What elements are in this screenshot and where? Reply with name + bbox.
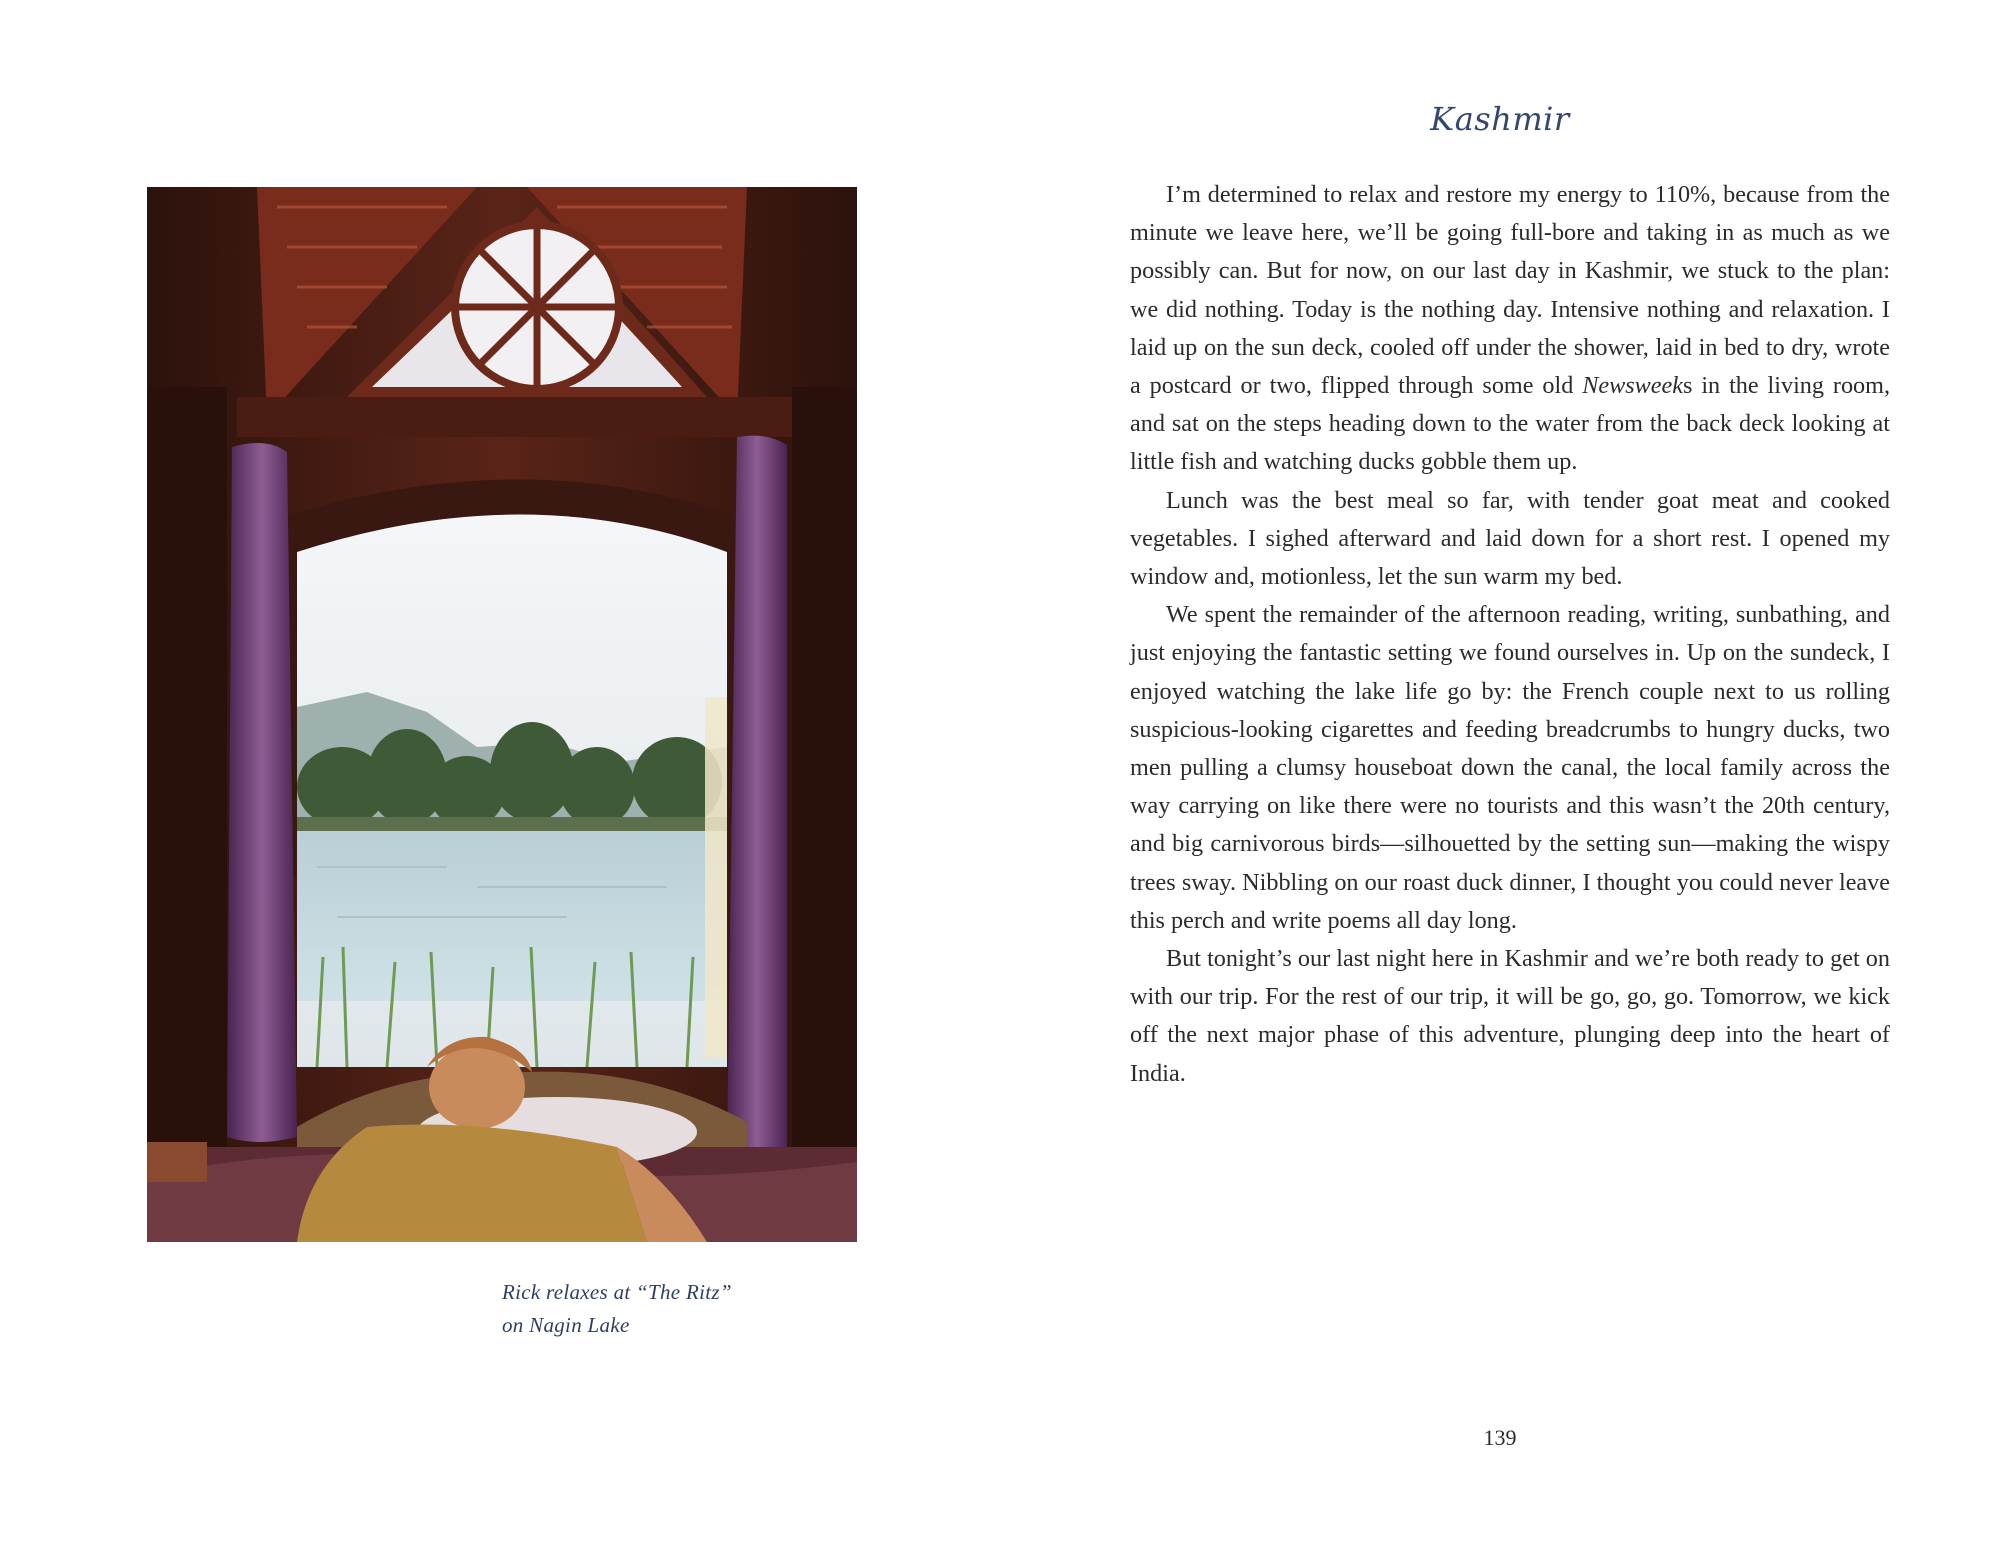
paragraph-1 — [1130, 176, 1890, 482]
page-number: 139 — [1483, 1425, 1517, 1450]
paragraph-4: But tonight’s our last night here in Kashmir and we’re both ready to get on with our trip. For the rest of our trip, it will be go, go, go. Tomorrow, we kick off the next major phase of this adventure, plunging deep into the heart of India. — [1130, 945, 1890, 1087]
paragraph-1-text-after: s in the living room, and sat on the steps heading down to the water from the back deck looking at little fish and watching ducks gobble them up. — [1130, 372, 1890, 476]
right-page — [1000, 0, 2000, 1545]
photo-illustration — [147, 187, 857, 1242]
newsweek-title: Newsweek — [1582, 372, 1683, 400]
paragraph-2: Lunch was the best meal so far, with tender goat meat and cooked vegetables. I sighed afterward and laid down for a short rest. I opened my window and, motionless, let the sun warm my bed. — [1130, 486, 1890, 591]
caption-line-1: Rick relaxes at “The Ritz” — [502, 1280, 732, 1304]
caption-line-2: on Nagin Lake — [502, 1313, 630, 1337]
houseboat-photo — [147, 187, 857, 1242]
photo-caption — [502, 1276, 862, 1342]
body-text — [1130, 176, 1890, 1093]
paragraph-3: We spent the remainder of the afternoon reading, writing, sunbathing, and just enjoying the fantastic setting we found ourselves in. Up on the sundeck, I enjoyed watching the lake life go by: the French couple next to us rolling suspicious-looking cigarettes and feeding breadcrumbs to hungry ducks, two men pulling a clumsy houseboat down the canal, the local family across the way carrying on like there were no tourists and this wasn’t the 20th century, and big carnivorous birds—silhouetted by the setting sun—making the wispy trees sway. Nibbling on our roast duck dinner, I thought you could never leave this perch and write poems all day long. — [1130, 601, 1890, 934]
running-head: Kashmir — [1430, 100, 1570, 138]
paragraph-1-text-before: I’m determined to relax and restore my energy to 110%, because from the minute we leave here, we’ll be going full-bore and taking in as much as we possibly can. But for now, on our last day in Kashmir, we stuck to the plan: we did nothing. Today is the nothing day. Intensive nothing and relaxation. I laid up on the sun deck, cooled off under the shower, laid in bed to dry, wrote a postcard or two, flipped through some old — [1130, 181, 1890, 400]
